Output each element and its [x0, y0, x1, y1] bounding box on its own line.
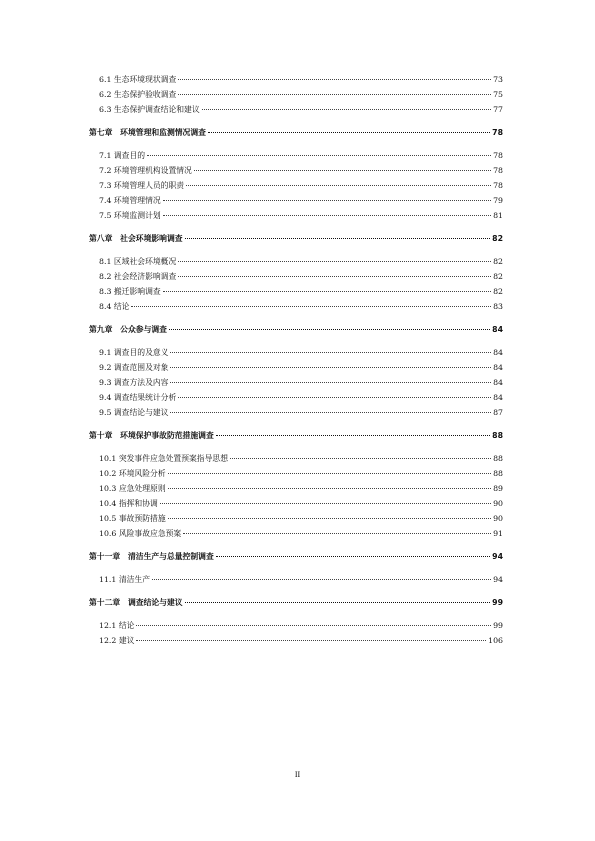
dot-leader — [178, 79, 491, 80]
toc-entry-page: 82 — [493, 287, 503, 296]
dot-leader — [163, 291, 491, 292]
toc-section-entry[interactable] — [89, 466, 503, 481]
dot-leader — [170, 367, 491, 368]
dot-leader — [178, 94, 491, 95]
toc-entry-page: 88 — [493, 469, 503, 478]
toc-entry-page: 75 — [493, 90, 503, 99]
toc-entry-title: 6.2 生态保护验收调查 — [99, 90, 177, 99]
toc-chapter-entry[interactable] — [89, 125, 503, 140]
toc-section-entry[interactable] — [89, 345, 503, 360]
toc-entry-page: 73 — [493, 75, 503, 84]
dot-leader — [170, 412, 491, 413]
toc-section-entry[interactable] — [89, 148, 503, 163]
toc-entry-title: 11.1 清洁生产 — [99, 575, 151, 584]
toc-entry-page: 84 — [493, 378, 503, 387]
toc-entry-title: 第十章 环境保护事故防范措施调查 — [89, 431, 214, 440]
dot-leader — [160, 503, 491, 504]
toc-entry-page: 94 — [492, 552, 503, 561]
toc-entry-page: 89 — [493, 484, 503, 493]
toc-entry-title: 12.2 建议 — [99, 636, 135, 645]
dot-leader — [163, 215, 491, 216]
toc-section-entry[interactable] — [89, 87, 503, 102]
toc-entry-page: 106 — [488, 636, 503, 645]
toc-chapter-entry[interactable] — [89, 595, 503, 610]
chapter-spacer — [89, 246, 503, 254]
toc-entry-page: 84 — [493, 393, 503, 402]
toc-entry-title: 8.1 区域社会环境概况 — [99, 257, 177, 266]
toc-entry-title: 10.4 指挥和协调 — [99, 499, 158, 508]
toc-chapter-entry[interactable] — [89, 322, 503, 337]
toc-section-entry[interactable] — [89, 360, 503, 375]
toc-entry-page: 91 — [493, 529, 503, 538]
chapter-spacer — [89, 140, 503, 148]
dot-leader — [183, 533, 491, 534]
toc-section-entry[interactable] — [89, 102, 503, 117]
dot-leader — [185, 238, 491, 239]
toc-entry-page: 82 — [493, 272, 503, 281]
dot-leader — [152, 579, 491, 580]
toc-entry-page: 84 — [492, 325, 503, 334]
toc-entry-page: 84 — [493, 348, 503, 357]
toc-entry-title: 7.2 环境管理机构设置情况 — [99, 166, 192, 175]
toc-entry-page: 78 — [493, 181, 503, 190]
page-number: II — [294, 770, 301, 779]
dot-leader — [168, 518, 491, 519]
dot-leader — [131, 306, 491, 307]
toc-entry-title: 12.1 结论 — [99, 621, 135, 630]
toc-section-entry[interactable] — [89, 481, 503, 496]
chapter-spacer — [89, 541, 503, 549]
toc-entry-title: 10.2 环境风险分析 — [99, 469, 166, 478]
toc-entry-page: 79 — [493, 196, 503, 205]
toc-entry-page: 78 — [492, 128, 503, 137]
toc-section-entry[interactable] — [89, 390, 503, 405]
chapter-spacer — [89, 337, 503, 345]
chapter-spacer — [89, 314, 503, 322]
chapter-spacer — [89, 420, 503, 428]
dot-leader — [168, 473, 491, 474]
dot-leader — [168, 488, 491, 489]
dot-leader — [194, 170, 491, 171]
toc-section-entry[interactable] — [89, 178, 503, 193]
toc-entry-page: 81 — [493, 211, 503, 220]
toc-entry-page: 78 — [493, 151, 503, 160]
toc-entry-page: 84 — [493, 363, 503, 372]
toc-entry-page: 99 — [492, 598, 503, 607]
dot-leader — [186, 185, 491, 186]
toc-entry-title: 9.2 调查范围及对象 — [99, 363, 169, 372]
toc-entry-page: 99 — [493, 621, 503, 630]
table-of-contents — [89, 72, 503, 648]
toc-entry-title: 8.4 结论 — [99, 302, 130, 311]
toc-section-entry[interactable] — [89, 572, 503, 587]
dot-leader — [216, 556, 490, 557]
toc-entry-title: 10.5 事故预防措施 — [99, 514, 166, 523]
toc-chapter-entry[interactable] — [89, 428, 503, 443]
toc-entry-title: 7.1 调查目的 — [99, 151, 146, 160]
toc-entry-title: 7.4 环境管理情况 — [99, 196, 161, 205]
dot-leader — [178, 397, 491, 398]
toc-entry-title: 6.1 生态环境现状调查 — [99, 75, 177, 84]
toc-entry-page: 90 — [493, 514, 503, 523]
toc-entry-title: 第十一章 清洁生产与总量控制调查 — [89, 552, 214, 561]
toc-entry-page: 94 — [493, 575, 503, 584]
toc-entry-page: 88 — [493, 454, 503, 463]
toc-entry-title: 8.3 搬迁影响调查 — [99, 287, 161, 296]
toc-section-entry[interactable] — [89, 299, 503, 314]
toc-chapter-entry[interactable] — [89, 231, 503, 246]
toc-section-entry[interactable] — [89, 633, 503, 648]
toc-entry-title: 第十二章 调查结论与建议 — [89, 598, 183, 607]
toc-entry-page: 83 — [493, 302, 503, 311]
toc-section-entry[interactable] — [89, 208, 503, 223]
toc-section-entry[interactable] — [89, 163, 503, 178]
toc-section-entry[interactable] — [89, 193, 503, 208]
toc-section-entry[interactable] — [89, 405, 503, 420]
dot-leader — [136, 625, 491, 626]
dot-leader — [202, 109, 491, 110]
toc-entry-page: 82 — [492, 234, 503, 243]
toc-section-entry[interactable] — [89, 526, 503, 541]
dot-leader — [169, 329, 490, 330]
toc-entry-title: 10.3 应急处理原则 — [99, 484, 166, 493]
dot-leader — [163, 200, 491, 201]
toc-entry-title: 9.4 调查结果统计分析 — [99, 393, 177, 402]
toc-entry-page: 77 — [493, 105, 503, 114]
dot-leader — [136, 640, 486, 641]
toc-entry-title: 10.1 突发事件应急处置预案指导思想 — [99, 454, 228, 463]
toc-section-entry[interactable] — [89, 72, 503, 87]
toc-section-entry[interactable] — [89, 451, 503, 466]
dot-leader — [170, 382, 491, 383]
dot-leader — [185, 602, 491, 603]
dot-leader — [216, 435, 490, 436]
toc-entry-title: 10.6 风险事故应急预案 — [99, 529, 182, 538]
toc-entry-page: 78 — [493, 166, 503, 175]
toc-entry-title: 9.1 调查目的及意义 — [99, 348, 169, 357]
toc-section-entry[interactable] — [89, 375, 503, 390]
dot-leader — [178, 276, 491, 277]
toc-entry-title: 6.3 生态保护调查结论和建议 — [99, 105, 200, 114]
chapter-spacer — [89, 610, 503, 618]
dot-leader — [147, 155, 491, 156]
chapter-spacer — [89, 223, 503, 231]
toc-section-entry[interactable] — [89, 269, 503, 284]
toc-entry-title: 第九章 公众参与调查 — [89, 325, 167, 334]
toc-entry-title: 9.5 调查结论与建议 — [99, 408, 169, 417]
toc-entry-page: 90 — [493, 499, 503, 508]
toc-entry-title: 7.5 环境监测计划 — [99, 211, 161, 220]
toc-section-entry[interactable] — [89, 511, 503, 526]
toc-section-entry[interactable] — [89, 496, 503, 511]
dot-leader — [170, 352, 491, 353]
toc-entry-title: 9.3 调查方法及内容 — [99, 378, 169, 387]
dot-leader — [208, 132, 490, 133]
chapter-spacer — [89, 587, 503, 595]
chapter-spacer — [89, 564, 503, 572]
toc-section-entry[interactable] — [89, 254, 503, 269]
toc-entry-title: 第七章 环境管理和监测情况调查 — [89, 128, 206, 137]
chapter-spacer — [89, 117, 503, 125]
toc-entry-page: 87 — [493, 408, 503, 417]
toc-entry-title: 8.2 社会经济影响调查 — [99, 272, 177, 281]
chapter-spacer — [89, 443, 503, 451]
toc-entry-title: 第八章 社会环境影响调查 — [89, 234, 183, 243]
toc-entry-page: 82 — [493, 257, 503, 266]
toc-chapter-entry[interactable] — [89, 549, 503, 564]
toc-section-entry[interactable] — [89, 618, 503, 633]
toc-entry-page: 88 — [492, 431, 503, 440]
toc-entry-title: 7.3 环境管理人员的职责 — [99, 181, 185, 190]
dot-leader — [230, 458, 491, 459]
dot-leader — [178, 261, 491, 262]
toc-section-entry[interactable] — [89, 284, 503, 299]
